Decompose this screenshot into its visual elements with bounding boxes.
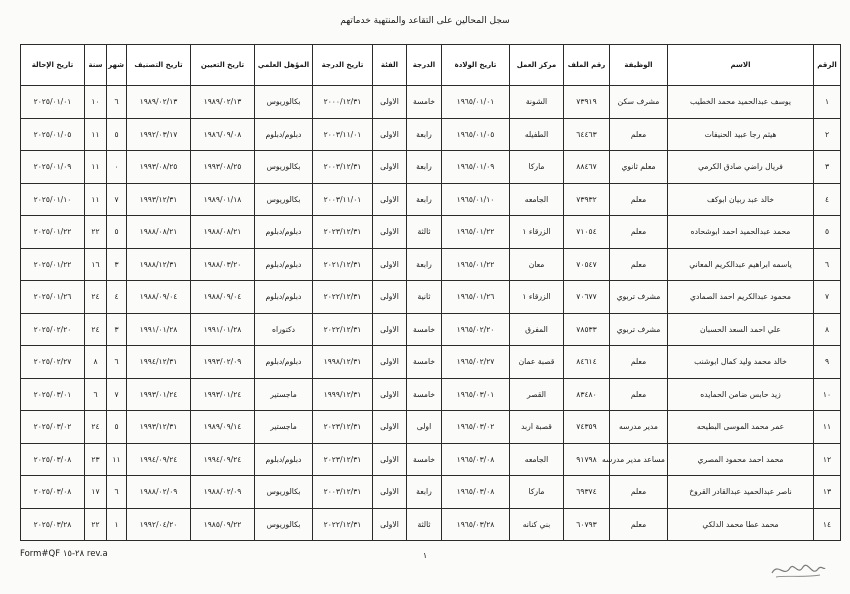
cell-month: ٥ [107,216,127,249]
cell-grade: خامسة [407,443,442,476]
cell-file-number: ٦٩٣٧٤ [564,476,610,509]
cell-category: الاولى [373,508,407,541]
cell-name: محمد احمد محمود المصري [668,443,814,476]
cell-referral-date: ٢٠٢٥/٠١/٢٦ [21,281,85,314]
cell-row-number: ١١ [814,411,841,444]
cell-job: مشرف سكن [610,86,668,119]
cell-birth-date: ١٩٦٥/٠٢/٢٠ [442,313,510,346]
cell-work-center: الطفيله [510,118,564,151]
cell-work-center: معان [510,248,564,281]
cell-appointment-date: ١٩٩١/٠١/٢٨ [191,313,255,346]
cell-appointment-date: ١٩٨٨/٠٨/٢١ [191,216,255,249]
cell-grade: خامسة [407,378,442,411]
cell-name: ناصر عبدالحميد عبدالقادر القروخ [668,476,814,509]
cell-appointment-date: ١٩٨٩/٠٩/١٤ [191,411,255,444]
table-row [21,183,841,216]
cell-classification-date: ١٩٩٣/٠٨/٢٥ [127,151,191,184]
cell-qualification: دبلوم/دبلوم [255,281,313,314]
table-row [21,86,841,119]
cell-grade: اولى [407,411,442,444]
cell-job: مشرف تربوي [610,313,668,346]
header-referral-date: تاريخ الإحالة [21,45,85,86]
cell-work-center: الزرقاء ١ [510,281,564,314]
cell-qualification: بكالوريوس [255,183,313,216]
table-body [21,86,841,541]
cell-work-center: بني كنانه [510,508,564,541]
table-row [21,443,841,476]
cell-classification-date: ١٩٨٨/٠٢/٠٩ [127,476,191,509]
cell-file-number: ٧٤٣٥٩ [564,411,610,444]
cell-category: الاولى [373,183,407,216]
cell-year: ١٦ [85,248,107,281]
cell-classification-date: ١٩٨٩/٠٢/١٣ [127,86,191,119]
cell-year: ٢٢ [85,216,107,249]
cell-classification-date: ١٩٩٤/١٢/٣١ [127,346,191,379]
cell-grade-date: ٢٠٢٣/١٢/٣١ [313,411,373,444]
cell-name: محمد عطا محمد الدلكي [668,508,814,541]
cell-qualification: ماجستير [255,411,313,444]
cell-qualification: دبلوم/دبلوم [255,118,313,151]
cell-row-number: ١٠ [814,378,841,411]
cell-grade-date: ٢٠٢٣/١٢/٣١ [313,216,373,249]
cell-job: معلم [610,508,668,541]
cell-row-number: ١٣ [814,476,841,509]
cell-job: معلم [610,118,668,151]
cell-grade-date: ٢٠٠٣/١٢/٣١ [313,151,373,184]
table-row [21,118,841,151]
cell-job: مشرف تربوي [610,281,668,314]
cell-appointment-date: ١٩٨٩/٠١/١٨ [191,183,255,216]
cell-category: الاولى [373,151,407,184]
cell-birth-date: ١٩٦٥/٠٣/٢٨ [442,508,510,541]
cell-file-number: ٩١٧٩٨ [564,443,610,476]
cell-name: هيثم رجا عبيد الحنيفات [668,118,814,151]
handwritten-signature [768,556,828,582]
cell-month: ٦ [107,86,127,119]
header-grade-date: تاريخ الدرجة [313,45,373,86]
table-header-row [21,45,841,86]
cell-birth-date: ١٩٦٥/٠٣/٠٨ [442,443,510,476]
cell-row-number: ١ [814,86,841,119]
cell-month: ١ [107,508,127,541]
cell-referral-date: ٢٠٢٥/٠٢/٢٧ [21,346,85,379]
cell-job: مدير مدرسه [610,411,668,444]
cell-birth-date: ١٩٦٥/٠١/٠٩ [442,151,510,184]
cell-row-number: ٤ [814,183,841,216]
table-row [21,508,841,541]
header-name: الاسم [668,45,814,86]
cell-row-number: ٥ [814,216,841,249]
cell-year: ١١ [85,151,107,184]
table-row [21,281,841,314]
cell-month: ٧ [107,378,127,411]
cell-year: ١١ [85,118,107,151]
cell-file-number: ٧٣٩٣٢ [564,183,610,216]
cell-file-number: ٧١٠٥٤ [564,216,610,249]
cell-grade: رابعة [407,118,442,151]
cell-job: معلم [610,183,668,216]
header-job: الوظيفة [610,45,668,86]
cell-appointment-date: ١٩٨٩/٠٢/١٣ [191,86,255,119]
cell-month: ٦ [107,346,127,379]
document-title: سجل المحالين على التقاعد والمنتهية خدماتهم [340,16,510,26]
cell-row-number: ٩ [814,346,841,379]
cell-job: معلم [610,216,668,249]
cell-grade-date: ٢٠٢٢/١٢/٣١ [313,281,373,314]
cell-category: الاولى [373,346,407,379]
cell-category: الاولى [373,476,407,509]
cell-referral-date: ٢٠٢٥/٠٣/٢٨ [21,508,85,541]
cell-month: ٥ [107,411,127,444]
cell-referral-date: ٢٠٢٥/٠١/١٠ [21,183,85,216]
cell-appointment-date: ١٩٩٣/٠١/٢٤ [191,378,255,411]
cell-grade-date: ١٩٩٨/١٢/٣١ [313,346,373,379]
cell-category: الاولى [373,378,407,411]
header-grade: الدرجة [407,45,442,86]
cell-work-center: المفرق [510,313,564,346]
cell-appointment-date: ١٩٨٥/٠٩/٢٢ [191,508,255,541]
cell-classification-date: ١٩٨٨/١٢/٣١ [127,248,191,281]
cell-category: الاولى [373,86,407,119]
cell-referral-date: ٢٠٢٥/٠١/٠١ [21,86,85,119]
cell-name: فريال راضي صادق الكرمي [668,151,814,184]
cell-job: مساعد مدير مدرسه [610,443,668,476]
cell-grade: ثالثة [407,216,442,249]
cell-referral-date: ٢٠٢٥/٠١/٢٢ [21,248,85,281]
cell-name: يوسف عبدالحميد محمد الخطيب [668,86,814,119]
cell-grade: رابعة [407,151,442,184]
cell-referral-date: ٢٠٢٥/٠١/٠٩ [21,151,85,184]
cell-grade-date: ٢٠٠٠/١٢/٣١ [313,86,373,119]
cell-birth-date: ١٩٦٥/٠١/٠١ [442,86,510,119]
table-row [21,346,841,379]
cell-job: معلم [610,248,668,281]
header-year: سنة [85,45,107,86]
cell-category: الاولى [373,313,407,346]
cell-grade-date: ٢٠٠٣/١١/٠١ [313,118,373,151]
cell-name: خالد عبد ربيان ابوكف [668,183,814,216]
cell-grade-date: ٢٠٢٣/١٢/٣١ [313,443,373,476]
header-qualification: المؤهل العلمي [255,45,313,86]
cell-file-number: ٧٣٩١٩ [564,86,610,119]
header-work-center: مركز العمل [510,45,564,86]
cell-month: ١١ [107,443,127,476]
table-row [21,411,841,444]
cell-name: خالد محمد وليد كمال ابوشنب [668,346,814,379]
cell-work-center: الشونة [510,86,564,119]
cell-work-center: القصر [510,378,564,411]
cell-appointment-date: ١٩٨٨/٠٣/٢٠ [191,248,255,281]
cell-appointment-date: ١٩٩٣/٠٢/٠٩ [191,346,255,379]
header-category: الفئة [373,45,407,86]
cell-classification-date: ١٩٩١/٠١/٢٨ [127,313,191,346]
cell-classification-date: ١٩٩٢/٠٤/٢٠ [127,508,191,541]
cell-birth-date: ١٩٦٥/٠١/٢٢ [442,248,510,281]
cell-grade: خامسة [407,86,442,119]
cell-file-number: ٨٨٤٦٧ [564,151,610,184]
cell-classification-date: ١٩٩٣/٠١/٢٤ [127,378,191,411]
cell-classification-date: ١٩٨٨/٠٩/٠٤ [127,281,191,314]
cell-month: ٧ [107,183,127,216]
table-row [21,216,841,249]
cell-year: ١٧ [85,476,107,509]
table-row [21,151,841,184]
cell-birth-date: ١٩٦٥/٠١/١٠ [442,183,510,216]
cell-classification-date: ١٩٩٣/١٢/٣١ [127,411,191,444]
table-row [21,313,841,346]
header-month: شهر [107,45,127,86]
cell-work-center: قصبة اربد [510,411,564,444]
cell-work-center: الجامعه [510,183,564,216]
cell-job: معلم [610,346,668,379]
cell-work-center: ماركا [510,151,564,184]
cell-qualification: بكالوريوس [255,476,313,509]
cell-work-center: ماركا [510,476,564,509]
cell-grade: رابعة [407,476,442,509]
table-row [21,378,841,411]
cell-name: علي احمد السعد الحسبان [668,313,814,346]
cell-grade-date: ٢٠٠٣/١١/٠١ [313,183,373,216]
cell-year: ٨ [85,346,107,379]
cell-name: زيد حابس ضامن الحمايده [668,378,814,411]
cell-appointment-date: ١٩٨٦/٠٩/٠٨ [191,118,255,151]
cell-referral-date: ٢٠٢٥/٠١/٢٢ [21,216,85,249]
cell-name: عمر محمد الموسى البطيحه [668,411,814,444]
cell-category: الاولى [373,281,407,314]
cell-category: الاولى [373,216,407,249]
cell-appointment-date: ١٩٩٣/٠٨/٢٥ [191,151,255,184]
cell-year: ١١ [85,183,107,216]
cell-year: ٢٤ [85,281,107,314]
cell-grade: خامسة [407,346,442,379]
header-file-number: رقم الملف [564,45,610,86]
cell-file-number: ٦٠٧٩٣ [564,508,610,541]
cell-category: الاولى [373,118,407,151]
cell-year: ١٠ [85,86,107,119]
cell-month: ٣ [107,248,127,281]
cell-job: معلم ثانوي [610,151,668,184]
cell-classification-date: ١٩٩٢/٠٣/١٧ [127,118,191,151]
cell-row-number: ٨ [814,313,841,346]
cell-referral-date: ٢٠٢٥/٠٣/٠٨ [21,443,85,476]
cell-qualification: ماجستير [255,378,313,411]
cell-birth-date: ١٩٦٥/٠٢/٢٧ [442,346,510,379]
cell-year: ٢٤ [85,313,107,346]
cell-job: معلم [610,476,668,509]
cell-name: محمود عبدالكريم احمد الصمادي [668,281,814,314]
cell-qualification: بكالوريوس [255,151,313,184]
cell-qualification: بكالوريوس [255,86,313,119]
cell-work-center: الجامعه [510,443,564,476]
cell-grade: ثانية [407,281,442,314]
header-birth-date: تاريخ الولادة [442,45,510,86]
cell-qualification: دبلوم/دبلوم [255,248,313,281]
cell-grade: رابعة [407,183,442,216]
header-classification-date: تاريخ التصنيف [127,45,191,86]
header-row-number: الرقم [814,45,841,86]
cell-category: الاولى [373,411,407,444]
cell-name: ياسمه ابراهيم عبدالكريم المعاني [668,248,814,281]
cell-row-number: ٧ [814,281,841,314]
cell-referral-date: ٢٠٢٥/٠١/٠٥ [21,118,85,151]
form-code: Form#QF ٢٨-١٥ rev.a [20,549,108,559]
cell-referral-date: ٢٠٢٥/٠٢/٢٠ [21,313,85,346]
cell-work-center: الزرقاء ١ [510,216,564,249]
cell-row-number: ٣ [814,151,841,184]
cell-birth-date: ١٩٦٥/٠١/٢٦ [442,281,510,314]
cell-qualification: دبلوم/دبلوم [255,443,313,476]
cell-grade-date: ٢٠٢٢/١٢/٣١ [313,313,373,346]
cell-birth-date: ١٩٦٥/٠١/٠٥ [442,118,510,151]
retirement-records-table [20,44,841,541]
cell-grade-date: ٢٠٢٢/١٢/٣١ [313,508,373,541]
cell-file-number: ٨٤٦١٤ [564,346,610,379]
cell-grade: خامسة [407,313,442,346]
cell-row-number: ٦ [814,248,841,281]
table-row [21,476,841,509]
cell-month: ٠ [107,151,127,184]
cell-month: ٣ [107,313,127,346]
cell-classification-date: ١٩٩٤/٠٩/٢٤ [127,443,191,476]
cell-referral-date: ٢٠٢٥/٠٣/٠٢ [21,411,85,444]
cell-row-number: ١٢ [814,443,841,476]
cell-file-number: ٧٨٥٣٣ [564,313,610,346]
cell-qualification: بكالوريوس [255,508,313,541]
cell-appointment-date: ١٩٨٨/٠٩/٠٤ [191,281,255,314]
cell-category: الاولى [373,248,407,281]
cell-file-number: ٨٣٤٨٠ [564,378,610,411]
cell-referral-date: ٢٠٢٥/٠٣/٠٨ [21,476,85,509]
cell-name: محمد عبدالحميد احمد ابوشحاده [668,216,814,249]
cell-qualification: دبلوم/دبلوم [255,346,313,379]
cell-referral-date: ٢٠٢٥/٠٣/٠١ [21,378,85,411]
cell-month: ٤ [107,281,127,314]
cell-month: ٦ [107,476,127,509]
cell-job: معلم [610,378,668,411]
cell-file-number: ٧٠٥٤٧ [564,248,610,281]
cell-classification-date: ١٩٩٣/١٢/٣١ [127,183,191,216]
cell-birth-date: ١٩٦٥/٠٣/٠٢ [442,411,510,444]
cell-year: ٢٢ [85,508,107,541]
cell-file-number: ٧٠٦٧٧ [564,281,610,314]
cell-qualification: دكتوراه [255,313,313,346]
cell-grade-date: ٢٠٢١/١٢/٣١ [313,248,373,281]
cell-qualification: دبلوم/دبلوم [255,216,313,249]
table-row [21,248,841,281]
page-number: ١ [422,551,428,560]
cell-work-center: قصبة عمان [510,346,564,379]
header-appointment-date: تاريخ التعيين [191,45,255,86]
cell-year: ٢٣ [85,443,107,476]
cell-appointment-date: ١٩٩٤/٠٩/٢٤ [191,443,255,476]
cell-row-number: ١٤ [814,508,841,541]
cell-grade: ثالثة [407,508,442,541]
cell-grade-date: ١٩٩٩/١٢/٣١ [313,378,373,411]
cell-classification-date: ١٩٨٨/٠٨/٢١ [127,216,191,249]
cell-category: الاولى [373,443,407,476]
cell-appointment-date: ١٩٨٨/٠٢/٠٩ [191,476,255,509]
cell-file-number: ٦٤٤٦٣ [564,118,610,151]
cell-month: ٥ [107,118,127,151]
cell-year: ٦ [85,378,107,411]
records-sheet [20,44,840,541]
cell-birth-date: ١٩٦٥/٠١/٢٢ [442,216,510,249]
cell-birth-date: ١٩٦٥/٠٣/٠٨ [442,476,510,509]
cell-year: ٢٤ [85,411,107,444]
cell-grade: رابعة [407,248,442,281]
cell-row-number: ٢ [814,118,841,151]
cell-birth-date: ١٩٦٥/٠٣/٠١ [442,378,510,411]
cell-grade-date: ٢٠٠٣/١٢/٣١ [313,476,373,509]
